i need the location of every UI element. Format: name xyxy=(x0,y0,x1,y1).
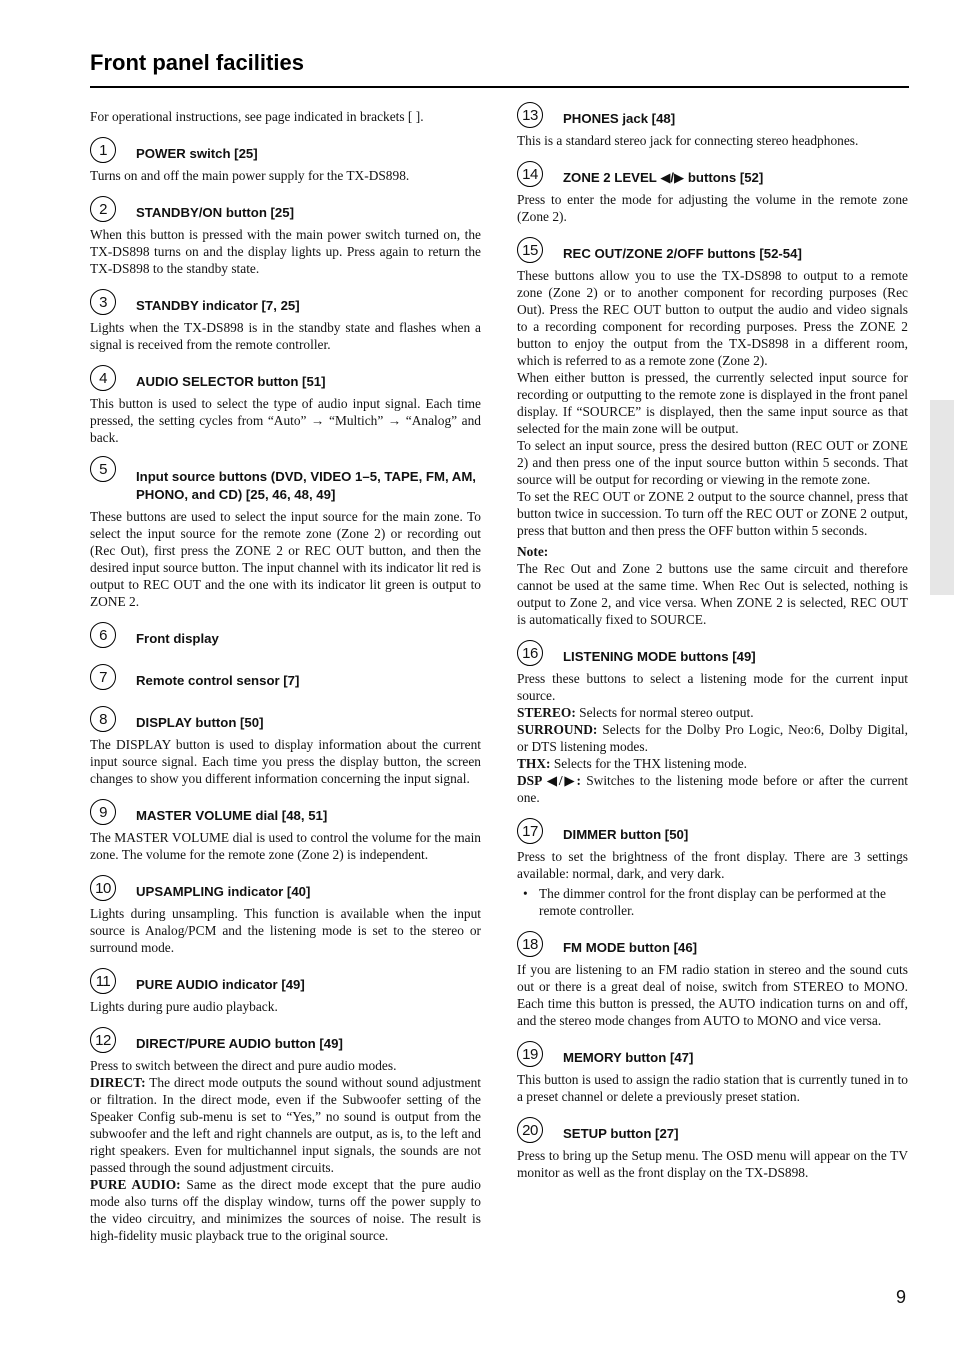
item-description: Lights during pure audio playback. xyxy=(90,999,278,1014)
item-description: This is a standard stereo jack for connecting stereo headphones. xyxy=(517,133,859,148)
item-description: Lights during unsampling. This function is available when the input source is Analog/PCM and the listening mode is set to the stereo or surround mode. xyxy=(90,906,481,955)
intro-text: For operational instructions, see page indicated in brackets [ ]. xyxy=(90,109,424,124)
item-number-badge: 7 xyxy=(90,664,116,690)
item-heading: LISTENING MODE buttons [49] xyxy=(563,649,756,664)
item-number-badge: 14 xyxy=(517,161,543,187)
note-text: The Rec Out and Zone 2 buttons use the same circuit and therefore cannot be used at the same time. When Rec Out is selected, nothing is output to Zone 2, and vice versa. When ZONE 2 is selected, REC OUT is automatically fixed to SOURCE. xyxy=(517,561,908,627)
item-description: Turns on and off the main power supply for the TX-DS898. xyxy=(90,168,410,183)
item-7 xyxy=(90,662,481,690)
page-number: 9 xyxy=(896,1287,907,1307)
item-heading: AUDIO SELECTOR button [51] xyxy=(136,374,326,389)
item-paragraph: These buttons allow you to use the TX-DS898 to output to a remote zone (Zone 2) or to another component for recording purposes (Rec Out). Press the REC OUT button to output the audio and video signals to a recording component for recording purposes. Press the ZONE 2 button to enjoy the output from the TX-DS898 in a different room, which is referred to as a remote zone (Zone 2). xyxy=(517,268,908,368)
item-6 xyxy=(90,620,481,648)
item-number-badge: 11 xyxy=(90,968,116,994)
item-description: If you are listening to an FM radio station in stereo and the sound cuts out or there is a great deal of noise, switch from STEREO to MONO. Each time this button is pressed, the AUTO indication turns on and off, and the stereo mode changes from AUTO to MONO and vice versa. xyxy=(517,962,908,1028)
item-heading: STANDBY indicator [7, 25] xyxy=(136,298,300,313)
note-label: Note: xyxy=(517,544,549,559)
item-number-badge: 15 xyxy=(517,237,543,263)
item-heading: DIRECT/PURE AUDIO button [49] xyxy=(136,1036,343,1051)
item-13 xyxy=(517,100,908,149)
item-description: These buttons are used to select the input source for the main zone. To select the input source for the remote zone (Zone 2) or recording out (Rec Out), first press the ZONE 2 or REC OUT button, and then the desired input source button. The input channel with its indicator lit red is output to REC OUT and the one with its indicator lit green is output to ZONE 2. xyxy=(90,509,481,609)
item-number-badge: 12 xyxy=(90,1027,116,1053)
item-2 xyxy=(90,194,481,277)
dsp-mode xyxy=(517,772,908,806)
item-12 xyxy=(90,1025,481,1244)
side-tab-marker xyxy=(930,400,954,595)
item-3 xyxy=(90,287,481,353)
bullet-item xyxy=(517,885,908,919)
item-number-badge: 10 xyxy=(90,875,116,901)
dsp-text: Switches to the listening mode before or after the current one. xyxy=(517,773,908,805)
item-description: Press to bring up the Setup menu. The OSD menu will appear on the TV monitor as well as the front display on the TX-DS898. xyxy=(517,1148,908,1180)
pure-audio-label: PURE AUDIO: xyxy=(90,1177,181,1192)
item-11 xyxy=(90,966,481,1015)
item-heading: ZONE 2 LEVEL ◀/▶ buttons [52] xyxy=(563,170,764,185)
direct-text: The direct mode outputs the sound without sound adjustment or filtration. In the direct mode, even if the Subwoofer setting of the Speaker Config sub-menu is set to “Yes,” no sound is output from the subwoofer and the left and right channels are output, as is, to the left and right speakers. Even for multichannel input signals, the sounds are not passed through the sound adjustment circuits. xyxy=(90,1075,481,1175)
item-description: Press to enter the mode for adjusting the volume in the remote zone (Zone 2). xyxy=(517,192,908,224)
surround-text: Selects for the Dolby Pro Logic, Neo:6, Dolby Digital, or DTS listening modes. xyxy=(517,722,908,754)
item-paragraph: To set the REC OUT or ZONE 2 output to the source channel, press that button twice in succession. To turn off the REC OUT or ZONE 2 output, press that button and then press the OFF button within 5 seconds. xyxy=(517,489,908,538)
item-9 xyxy=(90,797,481,863)
item-description: When this button is pressed with the main power switch turned on, the TX-DS898 turns on and the display lights up. Press again to return the TX-DS898 to the standby state. xyxy=(90,227,481,276)
item-number-badge: 20 xyxy=(517,1117,543,1143)
bullet-dot-icon: • xyxy=(523,886,528,901)
item-20 xyxy=(517,1115,908,1181)
item-heading: UPSAMPLING indicator [40] xyxy=(136,884,311,899)
pure-audio-text: Same as the direct mode except that the pure audio mode also turns off the display window, turns off the power supply to the video circuitry, and minimizes the sources of noise. The result is high-fidelity music playback true to the original source. xyxy=(90,1177,481,1243)
stereo-text: Selects for normal stereo output. xyxy=(579,705,754,720)
item-4 xyxy=(90,363,481,446)
item-heading: REC OUT/ZONE 2/OFF buttons [52-54] xyxy=(563,246,802,261)
item-16 xyxy=(517,638,908,806)
item-heading: FM MODE button [46] xyxy=(563,940,698,955)
item-heading: Remote control sensor [7] xyxy=(136,673,300,688)
thx-text: Selects for the THX listening mode. xyxy=(553,756,747,771)
thx-mode xyxy=(517,755,908,772)
item-description: Press to set the brightness of the front display. There are 3 settings available: normal, dark, and very dark. xyxy=(517,849,908,881)
item-15 xyxy=(517,235,908,628)
item-5 xyxy=(90,456,481,610)
item-number-badge: 13 xyxy=(517,102,543,128)
item-description: Press to switch between the direct and pure audio modes. xyxy=(90,1058,397,1073)
item-18 xyxy=(517,929,908,1029)
bullet-text: The dimmer control for the front display can be performed at the remote controller. xyxy=(539,886,886,918)
title-rule xyxy=(90,86,909,88)
item-heading: DISPLAY button [50] xyxy=(136,715,264,730)
item-description: Lights when the TX-DS898 is in the standby state and flashes when a signal is received from the remote controller. xyxy=(90,320,481,352)
item-10 xyxy=(90,873,481,956)
item-heading: MEMORY button [47] xyxy=(563,1050,694,1065)
thx-label: THX: xyxy=(517,756,551,771)
item-paragraph: When either button is pressed, the currently selected input source for recording or outputting to the remote zone is displayed in the front panel display. If “SOURCE” is displayed, then the same input source as that selected for the main zone will be output. xyxy=(517,370,908,436)
pure-audio-description xyxy=(90,1176,481,1244)
item-heading: MASTER VOLUME dial [48, 51] xyxy=(136,808,328,823)
item-1 xyxy=(90,135,481,184)
page-title: Front panel facilities xyxy=(90,50,304,75)
item-number-badge: 9 xyxy=(90,799,116,825)
dsp-label: DSP ◀/▶: xyxy=(517,773,582,788)
left-column xyxy=(90,100,481,1244)
item-19 xyxy=(517,1039,908,1105)
stereo-mode xyxy=(517,704,908,721)
item-number-badge: 1 xyxy=(90,137,116,163)
item-heading: DIMMER button [50] xyxy=(563,827,689,842)
item-heading: PURE AUDIO indicator [49] xyxy=(136,977,305,992)
item-14 xyxy=(517,159,908,225)
item-heading: SETUP button [27] xyxy=(563,1126,679,1141)
item-description: This button is used to select the type of audio input signal. Each time pressed, the setting cycles from “Auto” → “Multich” → “Analog” and back. xyxy=(90,396,481,445)
item-8 xyxy=(90,704,481,787)
surround-mode xyxy=(517,721,908,755)
item-heading: POWER switch [25] xyxy=(136,146,258,161)
item-description: The MASTER VOLUME dial is used to control the volume for the main zone. The volume for the remote zone (Zone 2) is independent. xyxy=(90,830,481,862)
item-number-badge: 3 xyxy=(90,289,116,315)
item-number-badge: 19 xyxy=(517,1041,543,1067)
item-heading: Front display xyxy=(136,631,219,646)
item-17 xyxy=(517,816,908,919)
right-column xyxy=(517,100,908,1181)
item-number-badge: 4 xyxy=(90,365,116,391)
item-heading: Input source buttons (DVD, VIDEO 1–5, TAPE, FM, AM, PHONO, and CD) [25, 46, 48, 49] xyxy=(136,469,476,502)
direct-mode-description xyxy=(90,1074,481,1176)
item-number-badge: 2 xyxy=(90,196,116,222)
surround-label: SURROUND: xyxy=(517,722,598,737)
item-paragraph: To select an input source, press the desired button (REC OUT or ZONE 2) and then press one of the input source button within 5 seconds. That source will be output for recording or viewing in the remote zone. xyxy=(517,438,908,487)
direct-label: DIRECT: xyxy=(90,1075,146,1090)
item-number-badge: 6 xyxy=(90,622,116,648)
item-description: Press these buttons to select a listening mode for the current input source. xyxy=(517,671,908,703)
item-heading: STANDBY/ON button [25] xyxy=(136,205,294,220)
item-number-badge: 8 xyxy=(90,706,116,732)
item-number-badge: 5 xyxy=(90,456,116,482)
item-heading: PHONES jack [48] xyxy=(563,111,676,126)
item-number-badge: 18 xyxy=(517,931,543,957)
item-description: The DISPLAY button is used to display information about the current input source signal. Each time you press the display button, the screen changes to show you different information concerning the input signal. xyxy=(90,737,481,786)
stereo-label: STEREO: xyxy=(517,705,576,720)
item-description: This button is used to assign the radio station that is currently tuned in to a preset channel or delete a previously preset station. xyxy=(517,1072,908,1104)
item-number-badge: 16 xyxy=(517,640,543,666)
item-number-badge: 17 xyxy=(517,818,543,844)
